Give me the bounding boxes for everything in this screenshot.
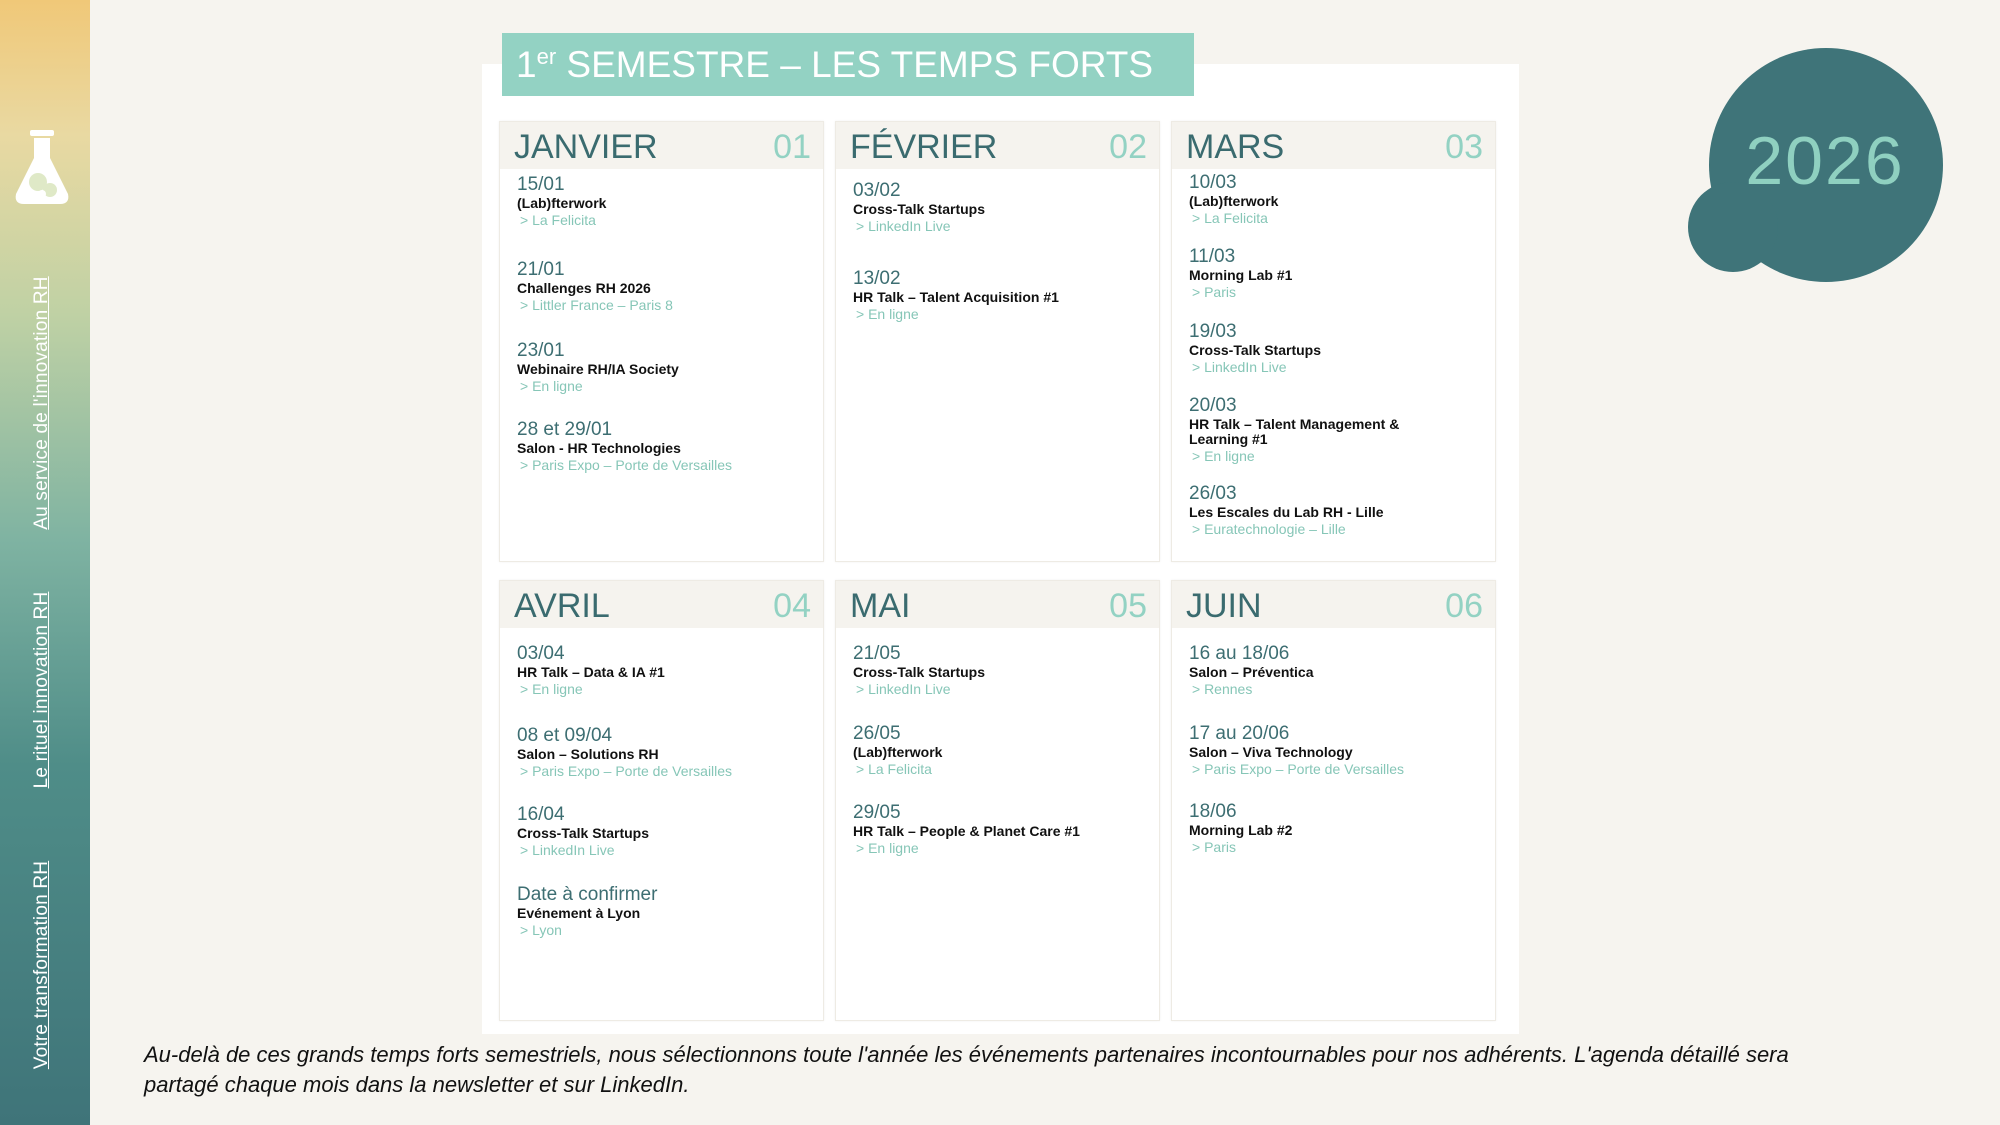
event-location: > En ligne (1192, 448, 1255, 464)
event-name: (Lab)fterwork (853, 744, 943, 760)
event-location: > Paris Expo – Porte de Versailles (520, 763, 733, 779)
event-location: > La Felicita (1192, 210, 1268, 226)
month-header (1172, 122, 1495, 169)
event-item (517, 884, 817, 939)
month-number: 01 (773, 128, 811, 166)
month-name: MAI (850, 587, 911, 625)
flask-logo-icon (12, 130, 72, 206)
event-date: 13/02 (853, 268, 901, 289)
month-header (836, 581, 1159, 628)
event-date: 03/02 (853, 180, 901, 201)
event-name: Cross-Talk Startups (517, 825, 649, 841)
event-name: Evénement à Lyon (517, 905, 641, 921)
page-title (502, 33, 1194, 96)
event-item (1189, 801, 1489, 856)
event-item (517, 340, 817, 395)
event-name: Salon - HR Technologies (517, 440, 681, 456)
month-number: 05 (1109, 587, 1147, 625)
event-item (1189, 723, 1489, 778)
month-number: 04 (773, 587, 811, 625)
event-date: 15/01 (517, 174, 565, 195)
event-name: HR Talk – Data & IA #1 (517, 664, 665, 680)
event-date: 16/04 (517, 804, 565, 825)
month-name: JUIN (1186, 587, 1262, 625)
event-date: 26/03 (1189, 483, 1237, 504)
month-name: FÉVRIER (850, 128, 998, 166)
event-item (853, 723, 1153, 778)
event-name: Cross-Talk Startups (1189, 342, 1321, 358)
event-date: 10/03 (1189, 172, 1237, 193)
event-location: > Paris Expo – Porte de Versailles (1192, 761, 1405, 777)
event-item (853, 180, 1153, 235)
event-date: 03/04 (517, 643, 565, 664)
event-location: > LinkedIn Live (520, 842, 615, 858)
footer-line-2: partagé chaque mois dans la newsletter et sur LinkedIn. (144, 1072, 690, 1097)
event-name: Salon – Préventica (1189, 664, 1314, 680)
sidebar-link-transformation[interactable]: Votre transformation RH (31, 860, 52, 1070)
event-date: 23/01 (517, 340, 565, 361)
footer-note (144, 1040, 1864, 1100)
month-card-juin (1171, 580, 1496, 1021)
event-item (1189, 172, 1489, 227)
month-card-mars (1171, 121, 1496, 562)
event-date: 16 au 18/06 (1189, 643, 1290, 664)
event-item (853, 268, 1153, 323)
event-item (853, 643, 1153, 698)
month-card-avril (499, 580, 824, 1021)
event-item (1189, 483, 1489, 538)
event-date: 28 et 29/01 (517, 419, 613, 440)
event-name: Cross-Talk Startups (853, 664, 985, 680)
month-card-mai (835, 580, 1160, 1021)
event-location: > Littler France – Paris 8 (520, 297, 673, 313)
event-date: 11/03 (1189, 246, 1236, 267)
event-item (853, 802, 1153, 857)
event-item (517, 174, 817, 229)
event-date: 19/03 (1189, 321, 1237, 342)
event-date: 18/06 (1189, 801, 1237, 822)
sidebar (0, 0, 90, 1125)
event-item (1189, 321, 1489, 376)
title-rest: SEMESTRE – LES TEMPS FORTS (556, 44, 1154, 85)
event-name: (Lab)fterwork (1189, 193, 1279, 209)
month-header (500, 581, 823, 628)
event-name: Cross-Talk Startups (853, 201, 985, 217)
event-name: Salon – Solutions RH (517, 746, 659, 762)
month-name: AVRIL (514, 587, 610, 625)
event-name: Morning Lab #2 (1189, 822, 1293, 838)
event-item (1189, 643, 1489, 698)
event-date: 08 et 09/04 (517, 725, 613, 746)
event-location: > Rennes (1192, 681, 1253, 697)
month-number: 02 (1109, 128, 1147, 166)
event-name: Les Escales du Lab RH - Lille (1189, 504, 1384, 520)
event-name: Webinaire RH/IA Society (517, 361, 679, 377)
event-location: > En ligne (856, 306, 919, 322)
event-item (1189, 246, 1489, 301)
event-location: > Paris (1192, 839, 1236, 855)
event-location: > La Felicita (856, 761, 932, 777)
month-card-janvier (499, 121, 824, 562)
event-location: > LinkedIn Live (856, 681, 951, 697)
footer-line-1: Au-delà de ces grands temps forts semestriels, nous sélectionnons toute l'année les événements partenaires incontournables pour nos adhérents. L'agenda détaillé sera (144, 1042, 1789, 1067)
event-location: > Paris (1192, 284, 1236, 300)
event-date: 26/05 (853, 723, 901, 744)
event-item (517, 725, 817, 780)
title-prefix: 1 (516, 44, 537, 85)
event-date: 17 au 20/06 (1189, 723, 1290, 744)
month-header (500, 122, 823, 169)
event-date: 29/05 (853, 802, 901, 823)
event-date: 20/03 (1189, 395, 1237, 416)
sidebar-link-service[interactable]: Au service de l'innovation RH (31, 276, 52, 530)
sidebar-link-rituel[interactable]: Le rituel innovation RH (31, 591, 52, 789)
event-date: 21/05 (853, 643, 901, 664)
month-number: 03 (1445, 128, 1483, 166)
event-item (517, 419, 817, 474)
event-name: Challenges RH 2026 (517, 280, 651, 296)
event-name: HR Talk – Talent Management & Learning #1 (1189, 416, 1400, 447)
event-name: HR Talk – People & Planet Care #1 (853, 823, 1080, 839)
month-name: JANVIER (514, 128, 658, 166)
event-item (517, 643, 817, 698)
month-name: MARS (1186, 128, 1285, 166)
event-location: > En ligne (856, 840, 919, 856)
month-header (836, 122, 1159, 169)
month-number: 06 (1445, 587, 1483, 625)
event-name: Morning Lab #1 (1189, 267, 1293, 283)
title-sup: er (536, 44, 557, 69)
event-item (517, 259, 817, 314)
event-location: > Paris Expo – Porte de Versailles (520, 457, 733, 473)
event-location: > LinkedIn Live (856, 218, 951, 234)
event-name: Salon – Viva Technology (1189, 744, 1353, 760)
event-location: > En ligne (520, 681, 583, 697)
event-date: Date à confirmer (517, 884, 658, 905)
event-item (517, 804, 817, 859)
event-location: > La Felicita (520, 212, 596, 228)
event-name: HR Talk – Talent Acquisition #1 (853, 289, 1059, 305)
month-card-fevrier (835, 121, 1160, 562)
event-location: > Lyon (520, 922, 562, 938)
year-label: 2026 (1745, 123, 1905, 199)
event-location: > LinkedIn Live (1192, 359, 1287, 375)
event-location: > Euratechnologie – Lille (1192, 521, 1346, 537)
month-header (1172, 581, 1495, 628)
event-date: 21/01 (517, 259, 565, 280)
event-item (1189, 395, 1409, 465)
event-location: > En ligne (520, 378, 583, 394)
event-name: (Lab)fterwork (517, 195, 607, 211)
